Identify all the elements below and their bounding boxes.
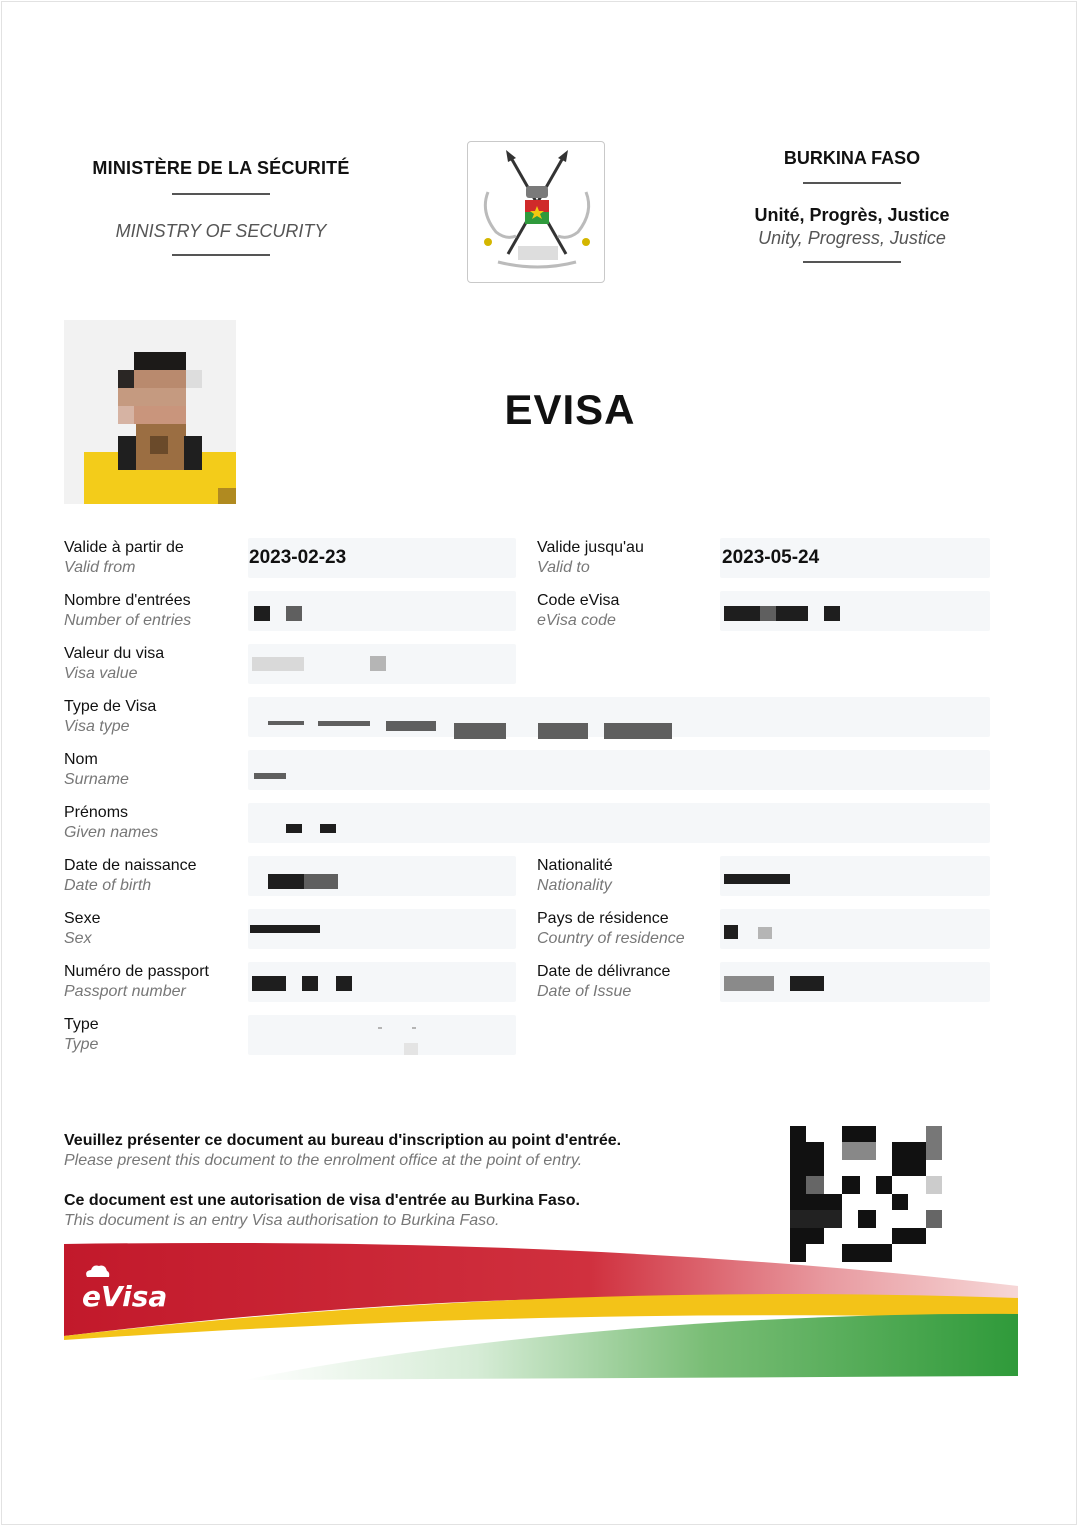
- birth-date-field: [248, 856, 516, 896]
- redacted-value: [252, 657, 304, 671]
- visa-type-label: [64, 697, 156, 737]
- redacted-value: [254, 773, 286, 779]
- visa-type-field: [248, 697, 990, 737]
- coat-of-arms-emblem: [467, 141, 605, 283]
- label-fr: Nom: [64, 751, 98, 768]
- label-fr: Valide à partir de: [64, 539, 184, 556]
- nationality-label: [537, 856, 613, 896]
- evisa-code-label: [537, 591, 619, 631]
- cloud-icon: [84, 1263, 110, 1277]
- evisa-logo-text: eVisa: [82, 1280, 168, 1313]
- label-en: Country of residence: [537, 930, 685, 947]
- label-fr: Pays de résidence: [537, 910, 669, 927]
- evisa-logo: [80, 1276, 170, 1320]
- redacted-value: [454, 723, 506, 739]
- label-en: Date of birth: [64, 877, 152, 894]
- notice-en: Please present this document to the enrolment office at the point of entry.: [64, 1152, 583, 1169]
- redacted-value: [724, 976, 774, 991]
- motto-en: Unity, Progress, Justice: [758, 228, 946, 248]
- valid-to-label: [537, 538, 644, 578]
- label-fr: Valide jusqu'au: [537, 539, 644, 556]
- redacted-value: [538, 723, 588, 739]
- motto-fr: Unité, Progrès, Justice: [754, 205, 950, 225]
- applicant-photo: [64, 320, 236, 504]
- divider: [803, 182, 901, 184]
- redacted-value: [378, 1027, 382, 1029]
- redacted-value: [252, 976, 286, 991]
- redacted-value: [404, 1043, 418, 1055]
- surname-label: [64, 750, 129, 790]
- redacted-value: [824, 606, 840, 621]
- label-fr: Nombre d'entrées: [64, 592, 191, 609]
- country-block: [712, 148, 992, 263]
- ministry-fr: MINISTÈRE DE LA SÉCURITÉ: [92, 158, 350, 178]
- entries-label: [64, 591, 191, 631]
- redacted-value: [370, 656, 386, 671]
- evisa-code-field: [720, 591, 990, 631]
- notice-fr: Ce document est une autorisation de visa d'entrée au Burkina Faso.: [64, 1192, 580, 1209]
- ministry-en: MINISTRY OF SECURITY: [115, 221, 327, 241]
- redacted-value: [268, 874, 304, 889]
- redacted-value: [250, 925, 320, 933]
- passport-number-label: [64, 962, 209, 1002]
- residence-label: [537, 909, 685, 949]
- nationality-field: [720, 856, 990, 896]
- country-name: BURKINA FASO: [783, 148, 921, 168]
- label-en: Type: [64, 1036, 99, 1053]
- label-fr: Valeur du visa: [64, 645, 165, 662]
- issue-date-label: [537, 962, 670, 1002]
- ministry-block: [76, 158, 366, 256]
- redacted-value: [336, 976, 352, 991]
- visa-value-field: [248, 644, 516, 684]
- label-en: Sex: [64, 930, 92, 947]
- redacted-value: [724, 874, 790, 884]
- redacted-value: [724, 925, 738, 939]
- authorisation-notice: [64, 1191, 580, 1231]
- redacted-value: [302, 976, 318, 991]
- label-fr: Date de délivrance: [537, 963, 671, 980]
- type-field: [248, 1015, 516, 1055]
- label-en: Valid from: [64, 559, 136, 576]
- redacted-value: [412, 1027, 416, 1029]
- valid-from-label: [64, 538, 184, 578]
- redacted-value: [254, 606, 270, 621]
- label-fr: Date de naissance: [64, 857, 197, 874]
- divider: [172, 193, 270, 195]
- redacted-value: [386, 721, 436, 731]
- redacted-value: [286, 606, 302, 621]
- entries-field: [248, 591, 516, 631]
- redacted-value: [758, 927, 772, 939]
- label-en: Passport number: [64, 983, 186, 1000]
- label-en: Visa type: [64, 718, 130, 735]
- valid-from-value: 2023-02-23: [249, 547, 347, 568]
- label-en: Visa value: [64, 665, 138, 682]
- given-names-label: [64, 803, 158, 843]
- document-title: EVISA: [504, 386, 636, 433]
- present-notice: [64, 1131, 621, 1171]
- issue-date-field: [720, 962, 990, 1002]
- label-fr: Numéro de passport: [64, 963, 209, 980]
- label-en: Given names: [64, 824, 159, 841]
- label-fr: Code eVisa: [537, 592, 620, 609]
- label-fr: Sexe: [64, 910, 101, 927]
- label-en: Valid to: [537, 559, 590, 576]
- redacted-value: [320, 824, 336, 833]
- visa-value-label: [64, 644, 164, 684]
- redacted-value: [790, 976, 824, 991]
- passport-number-field: [248, 962, 516, 1002]
- redacted-value: [268, 721, 304, 725]
- redacted-value: [604, 723, 672, 739]
- type-label: [64, 1015, 99, 1055]
- residence-field: [720, 909, 990, 949]
- label-fr: Type: [64, 1016, 99, 1033]
- label-fr: Prénoms: [64, 804, 129, 821]
- notice-en: This document is an entry Visa authorisation to Burkina Faso.: [64, 1212, 500, 1229]
- redacted-value: [304, 874, 338, 889]
- redacted-value: [286, 824, 302, 833]
- label-fr: Nationalité: [537, 857, 613, 874]
- label-en: Date of Issue: [537, 983, 632, 1000]
- qr-code: [790, 1126, 942, 1262]
- label-en: Number of entries: [64, 612, 192, 629]
- sex-label: [64, 909, 100, 949]
- birth-date-label: [64, 856, 197, 896]
- redacted-value: [760, 606, 776, 621]
- divider: [172, 254, 270, 256]
- label-fr: Type de Visa: [64, 698, 157, 715]
- surname-field: [248, 750, 990, 790]
- redacted-value: [318, 721, 370, 726]
- sex-field: [248, 909, 516, 949]
- valid-to-value: 2023-05-24: [722, 547, 820, 568]
- label-en: Surname: [64, 771, 129, 788]
- divider: [803, 261, 901, 263]
- given-names-field: [248, 803, 990, 843]
- label-en: eVisa code: [537, 612, 616, 629]
- label-en: Nationality: [537, 877, 612, 894]
- notice-fr: Veuillez présenter ce document au bureau d'inscription au point d'entrée.: [64, 1132, 622, 1149]
